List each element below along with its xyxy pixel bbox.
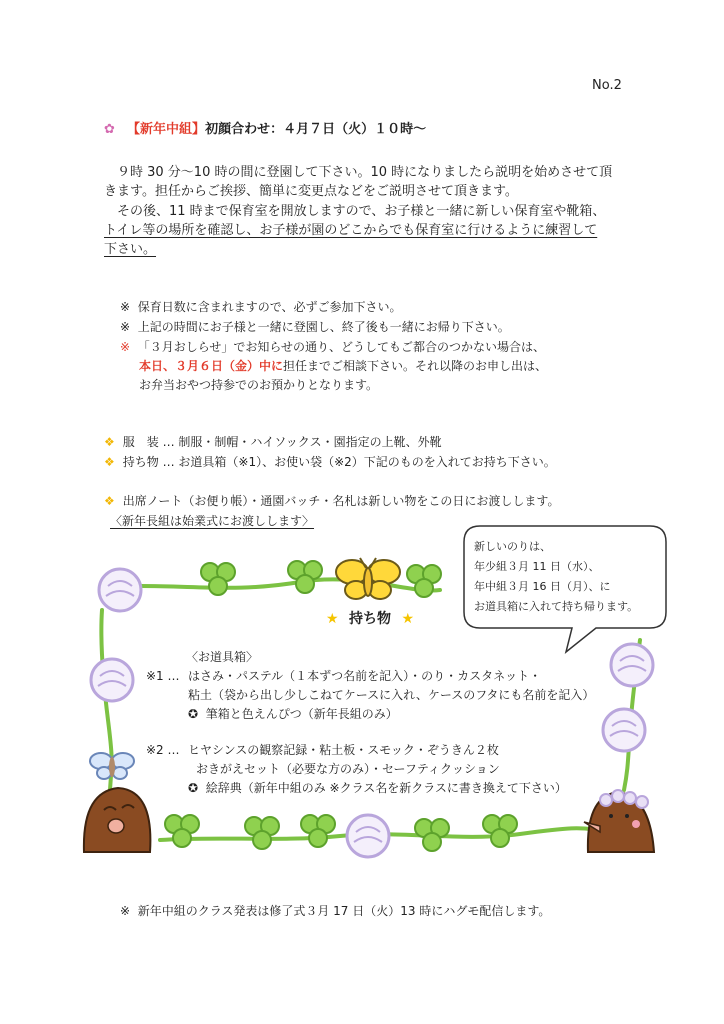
star-icon: ★ (401, 611, 415, 627)
note-1-text: 保育日数に含まれますので、必ずご参加下さい。 (137, 300, 402, 314)
note-3-rest: 担任までご相談下さい。それ以降のお申し出は、 (283, 359, 548, 373)
note-mark: ※ (120, 320, 131, 334)
note-mark: ※ (120, 340, 131, 354)
item2-note-text: 絵辞典（新年中組のみ ※クラス名を新クラスに書き換えて下さい） (205, 781, 567, 795)
item1-note-text: 筆箱と色えんぴつ（新年長組のみ） (205, 707, 398, 721)
note-3-text: 「３月おしらせ」でお知らせの通り、どうしてもご都合のつかない場合は、 (137, 340, 545, 354)
note-3-line3: お弁当おやつ持参でのお預かりとなります。 (139, 378, 379, 392)
items-title-text: 持ち物 (349, 611, 392, 627)
senior-note: 〈新年長組は始業式にお渡しします〉 (110, 514, 315, 528)
heading-tag: 【新年中組】 (127, 122, 206, 137)
item1-line-1: はさみ・パステル（１本ずつ名前を記入）・のり・カスタネット・ (188, 669, 542, 683)
toolbox-header: 〈お道具箱〉 (186, 650, 259, 664)
footer-note (120, 902, 550, 921)
belongings-text: 持ち物 … お道具箱（※1）、お使い袋（※2）下記のものを入れてお持ち下さい。 (122, 455, 556, 469)
clothes-text: 服 装 … 制服・制帽・ハイソックス・園指定の上靴、外靴 (122, 435, 442, 449)
attendance-text: 出席ノート（お便り帳）・通園バッチ・名札は新しい物をこの日にお渡しします。 (122, 494, 560, 508)
footer-mark: ※ (120, 904, 131, 918)
item2-line-2: おきがえセット（必要な方のみ）・セーフティクッション (196, 762, 500, 776)
item1-note (188, 705, 398, 724)
page-number: No.2 (592, 78, 622, 93)
footer-text: 新年中組のクラス発表は修了式３月 17 日（火）13 時にハグモ配信します。 (137, 904, 551, 918)
note-2-text: 上記の時間にお子様と一緒に登園し、終了後も一緒にお帰り下さい。 (137, 320, 510, 334)
mole-left-icon (84, 788, 151, 852)
item2-line-1: ヒヤシンスの観察記録・粘土板・スモック・ぞうきん２枚 (188, 743, 499, 757)
deadline-text: 本日、３月６日（金）中に (139, 359, 284, 373)
bubble-line-4: お道具箱に入れて持ち帰ります。 (474, 600, 639, 613)
item1-label: ※1 … (146, 669, 180, 683)
item2-label: ※2 … (146, 743, 180, 757)
flower-icon: ✿ (104, 122, 115, 137)
item2-note (188, 779, 567, 798)
circled-star-icon: ✪ (188, 781, 199, 795)
diamond-icon: ❖ (104, 494, 115, 508)
heading-title: 初顔合わせ：４月７日（火）１０時～ (205, 122, 427, 137)
bubble-line-1: 新しいのりは、 (474, 540, 551, 553)
intro-line-4: トイレ等の場所を確認し、お子様が園のどこからでも保育室に行けるように練習して (104, 223, 598, 238)
bubble-line-3: 年中組３月 16 日（月）、に (474, 580, 611, 593)
bubble-line-2: 年少組３月 11 日（水）、 (474, 560, 600, 573)
diamond-icon: ❖ (104, 435, 115, 449)
intro-line-5: 下さい。 (104, 242, 157, 257)
items-title (326, 608, 414, 630)
note-mark: ※ (120, 300, 131, 314)
intro-line-1: ９時 30 分～10 時の間に登園して下さい。10 時になりましたら説明を始めさせて頂 (117, 165, 613, 180)
diamond-icon: ❖ (104, 455, 115, 469)
mole-right-icon (584, 790, 654, 852)
butterfly-icon (336, 558, 400, 599)
item1-line-2: 粘土（袋から出し少しこねてケースに入れ、ケースのフタにも名前を記入） (188, 688, 595, 702)
intro-line-3: その後、11 時まで保育室を開放しますので、お子様と一緒に新しい保育室や靴箱、 (117, 204, 606, 219)
intro-line-2: きます。担任からご挨拶、簡単に変更点などをご説明させて頂きます。 (104, 184, 518, 199)
circled-star-icon: ✪ (188, 707, 199, 721)
star-icon: ★ (326, 611, 339, 627)
